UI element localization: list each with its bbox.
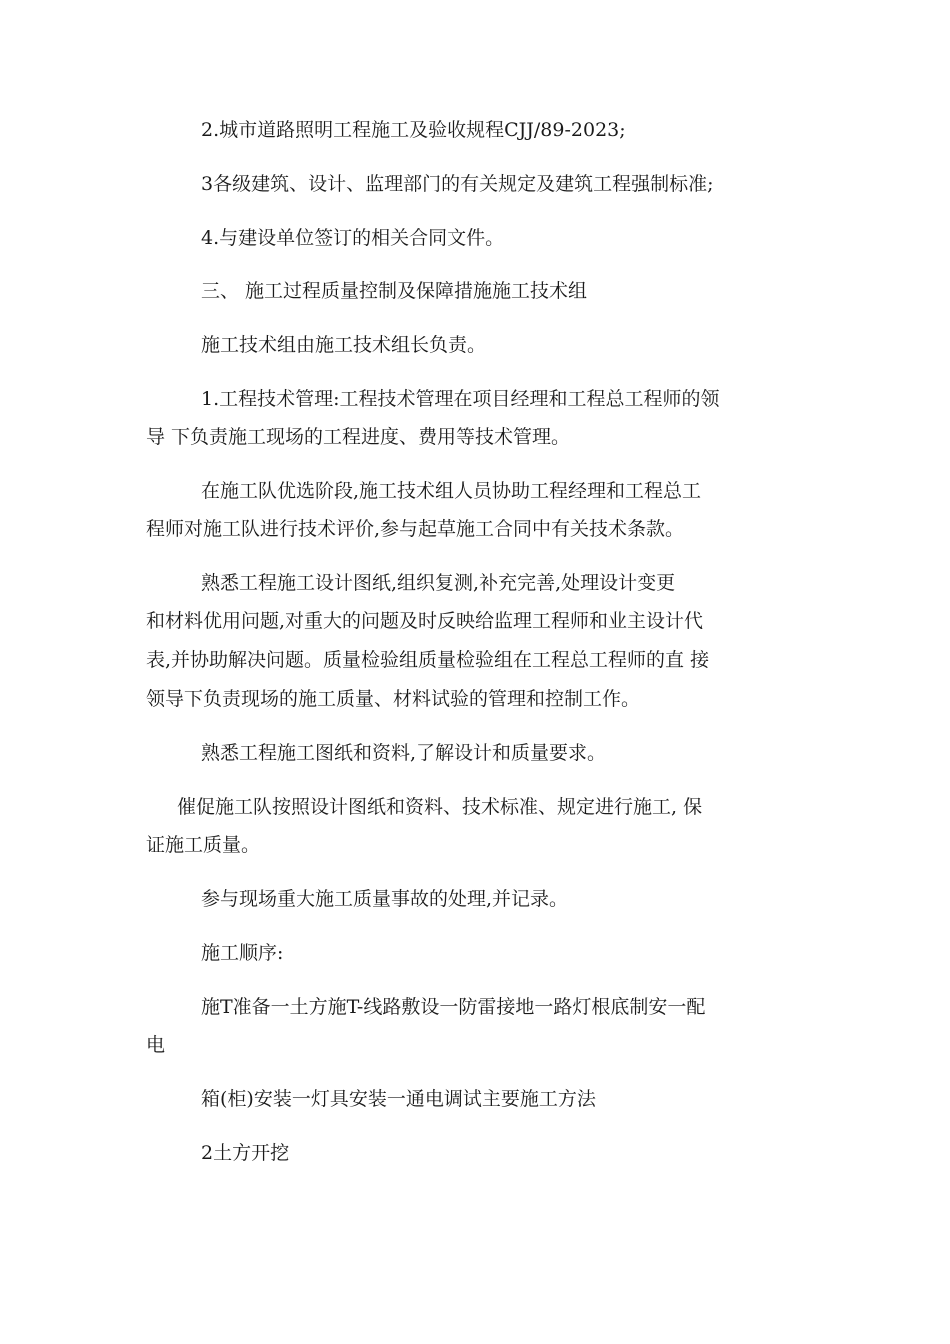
paragraph-supervise-line-1: 催促施工队按照设计图纸和资料、技术标准、规定进行施工, 保 <box>177 796 703 818</box>
paragraph-drawings-line-3: 表,并协助解决问题。质量检验组质量检验组在工程总工程师的直 接 <box>146 649 710 671</box>
section-heading-3: 三、 施工过程质量控制及保障措施施工技术组 <box>201 280 588 302</box>
paragraph-reference-2: 2.城市道路照明工程施工及验收规程CJJ/89-2023; <box>201 119 626 141</box>
paragraph-team-selection-line-1: 在施工队优选阶段,施工技术组人员协助工程经理和工程总工 <box>201 480 702 502</box>
paragraph-sequence-line-1: 施T准备一土方施T-线路敷设一防雷接地一路灯根底制安一配 <box>201 996 706 1018</box>
paragraph-earthwork-heading: 2土方开挖 <box>201 1142 290 1164</box>
paragraph-drawings-line-2: 和材料优用问题,对重大的问题及时反映给监理工程师和业主设计代 <box>146 610 704 632</box>
paragraph-reference-4: 4.与建设单位签订的相关合同文件。 <box>201 227 505 249</box>
paragraph-drawings-line-4: 领导下负责现场的施工质量、材料试验的管理和控制工作。 <box>146 688 641 710</box>
paragraph-tech-management-line-2: 导 下负责施工现场的工程进度、费用等技术管理。 <box>146 426 571 448</box>
paragraph-drawings-line-1: 熟悉工程施工设计图纸,组织复测,补充完善,处理设计变更 <box>201 572 676 594</box>
paragraph-accident-handling: 参与现场重大施工质量事故的处理,并记录。 <box>201 888 569 910</box>
paragraph-supervise-line-2: 证施工质量。 <box>146 834 261 856</box>
paragraph-quality-requirements: 熟悉工程施工图纸和资料,了解设计和质量要求。 <box>201 742 607 764</box>
paragraph-reference-3: 3各级建筑、设计、监理部门的有关规定及建筑工程强制标准; <box>201 173 714 195</box>
paragraph-sequence-continued: 箱(柜)安装一灯具安装一通电调试主要施工方法 <box>201 1088 596 1110</box>
paragraph-tech-group: 施工技术组由施工技术组长负责。 <box>201 334 487 356</box>
paragraph-tech-management-line-1: 1.工程技术管理:工程技术管理在项目经理和工程总工程师的领 <box>201 388 720 410</box>
paragraph-sequence-line-2: 电 <box>146 1034 166 1056</box>
paragraph-construction-order-heading: 施工顺序: <box>201 942 284 964</box>
paragraph-team-selection-line-2: 程师对施工队进行技术评价,参与起草施工合同中有关技术条款。 <box>146 518 685 540</box>
